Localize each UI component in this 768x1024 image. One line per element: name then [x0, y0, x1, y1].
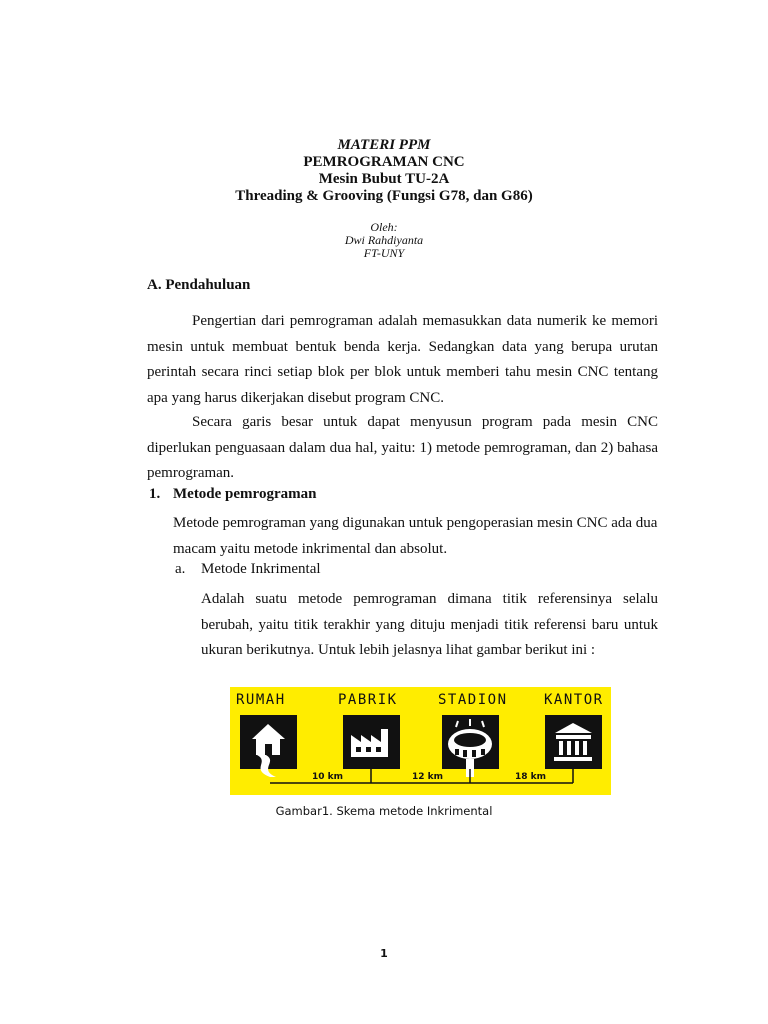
- doc-title-cnc: PEMROGRAMAN CNC: [303, 154, 465, 170]
- house-icon: [240, 715, 297, 777]
- sub-a-heading: Metode Inkrimental: [201, 561, 321, 577]
- section-a-heading: A. Pendahuluan: [147, 277, 251, 293]
- incremental-figure: [230, 687, 611, 795]
- location-label-stadion: STADION: [438, 692, 508, 708]
- factory-icon: [343, 715, 400, 769]
- doc-title-topic: Threading & Grooving (Fungsi G78, dan G86): [235, 188, 533, 204]
- intro-paragraph-2: Secara garis besar untuk dapat menyusun program pada mesin CNC diperlukan penguasaan dalam dua hal, yaitu: 1) metode pemrograman, dan 2) bahasa pemrograman.: [147, 414, 658, 481]
- section-1-number: 1.: [149, 486, 161, 502]
- doc-title-ppm: MATERI PPM: [337, 137, 431, 153]
- location-label-kantor: KANTOR: [544, 692, 604, 708]
- office-icon: [545, 715, 602, 769]
- location-label-pabrik: PABRIK: [338, 692, 398, 708]
- section-1-heading: Metode pemrograman: [173, 486, 317, 502]
- doc-title-machine: Mesin Bubut TU-2A: [318, 171, 450, 187]
- intro-paragraph-1: Pengertian dari pemrograman adalah memasukkan data numerik ke memori mesin untuk membuat bentuk benda kerja. Sedangkan data yang berupa urutan perintah secara rinci setiap blok per blok untuk memberi tahu mesin CNC tentang apa yang harus dikerjakan disebut program CNC.: [147, 313, 658, 406]
- figure-caption: Gambar1. Skema metode Inkrimental: [275, 804, 493, 818]
- incremental-diagram: [230, 687, 611, 795]
- author-name: Dwi Rahdiyanta: [344, 233, 424, 247]
- page-number: 1: [380, 947, 388, 960]
- stadium-icon: [442, 715, 499, 777]
- section-1-paragraph: Metode pemrograman yang digunakan untuk pengoperasian mesin CNC ada dua macam yaitu metode inkrimental dan absolut.: [173, 515, 658, 557]
- distance-label-2: 12 km: [412, 772, 444, 782]
- location-label-rumah: RUMAH: [236, 692, 286, 708]
- by-label: Oleh:: [370, 220, 398, 234]
- author-affiliation: FT-UNY: [363, 246, 405, 260]
- sub-a-letter: a.: [175, 561, 186, 577]
- sub-a-paragraph: Adalah suatu metode pemrograman dimana titik referensinya selalu berubah, yaitu titik terakhir yang dituju menjadi titik referensi baru untuk ukuran berikutnya. Untuk lebih jelasnya lihat gambar berikut ini :: [201, 591, 658, 658]
- distance-label-3: 18 km: [515, 772, 547, 782]
- distance-label-1: 10 km: [312, 772, 344, 782]
